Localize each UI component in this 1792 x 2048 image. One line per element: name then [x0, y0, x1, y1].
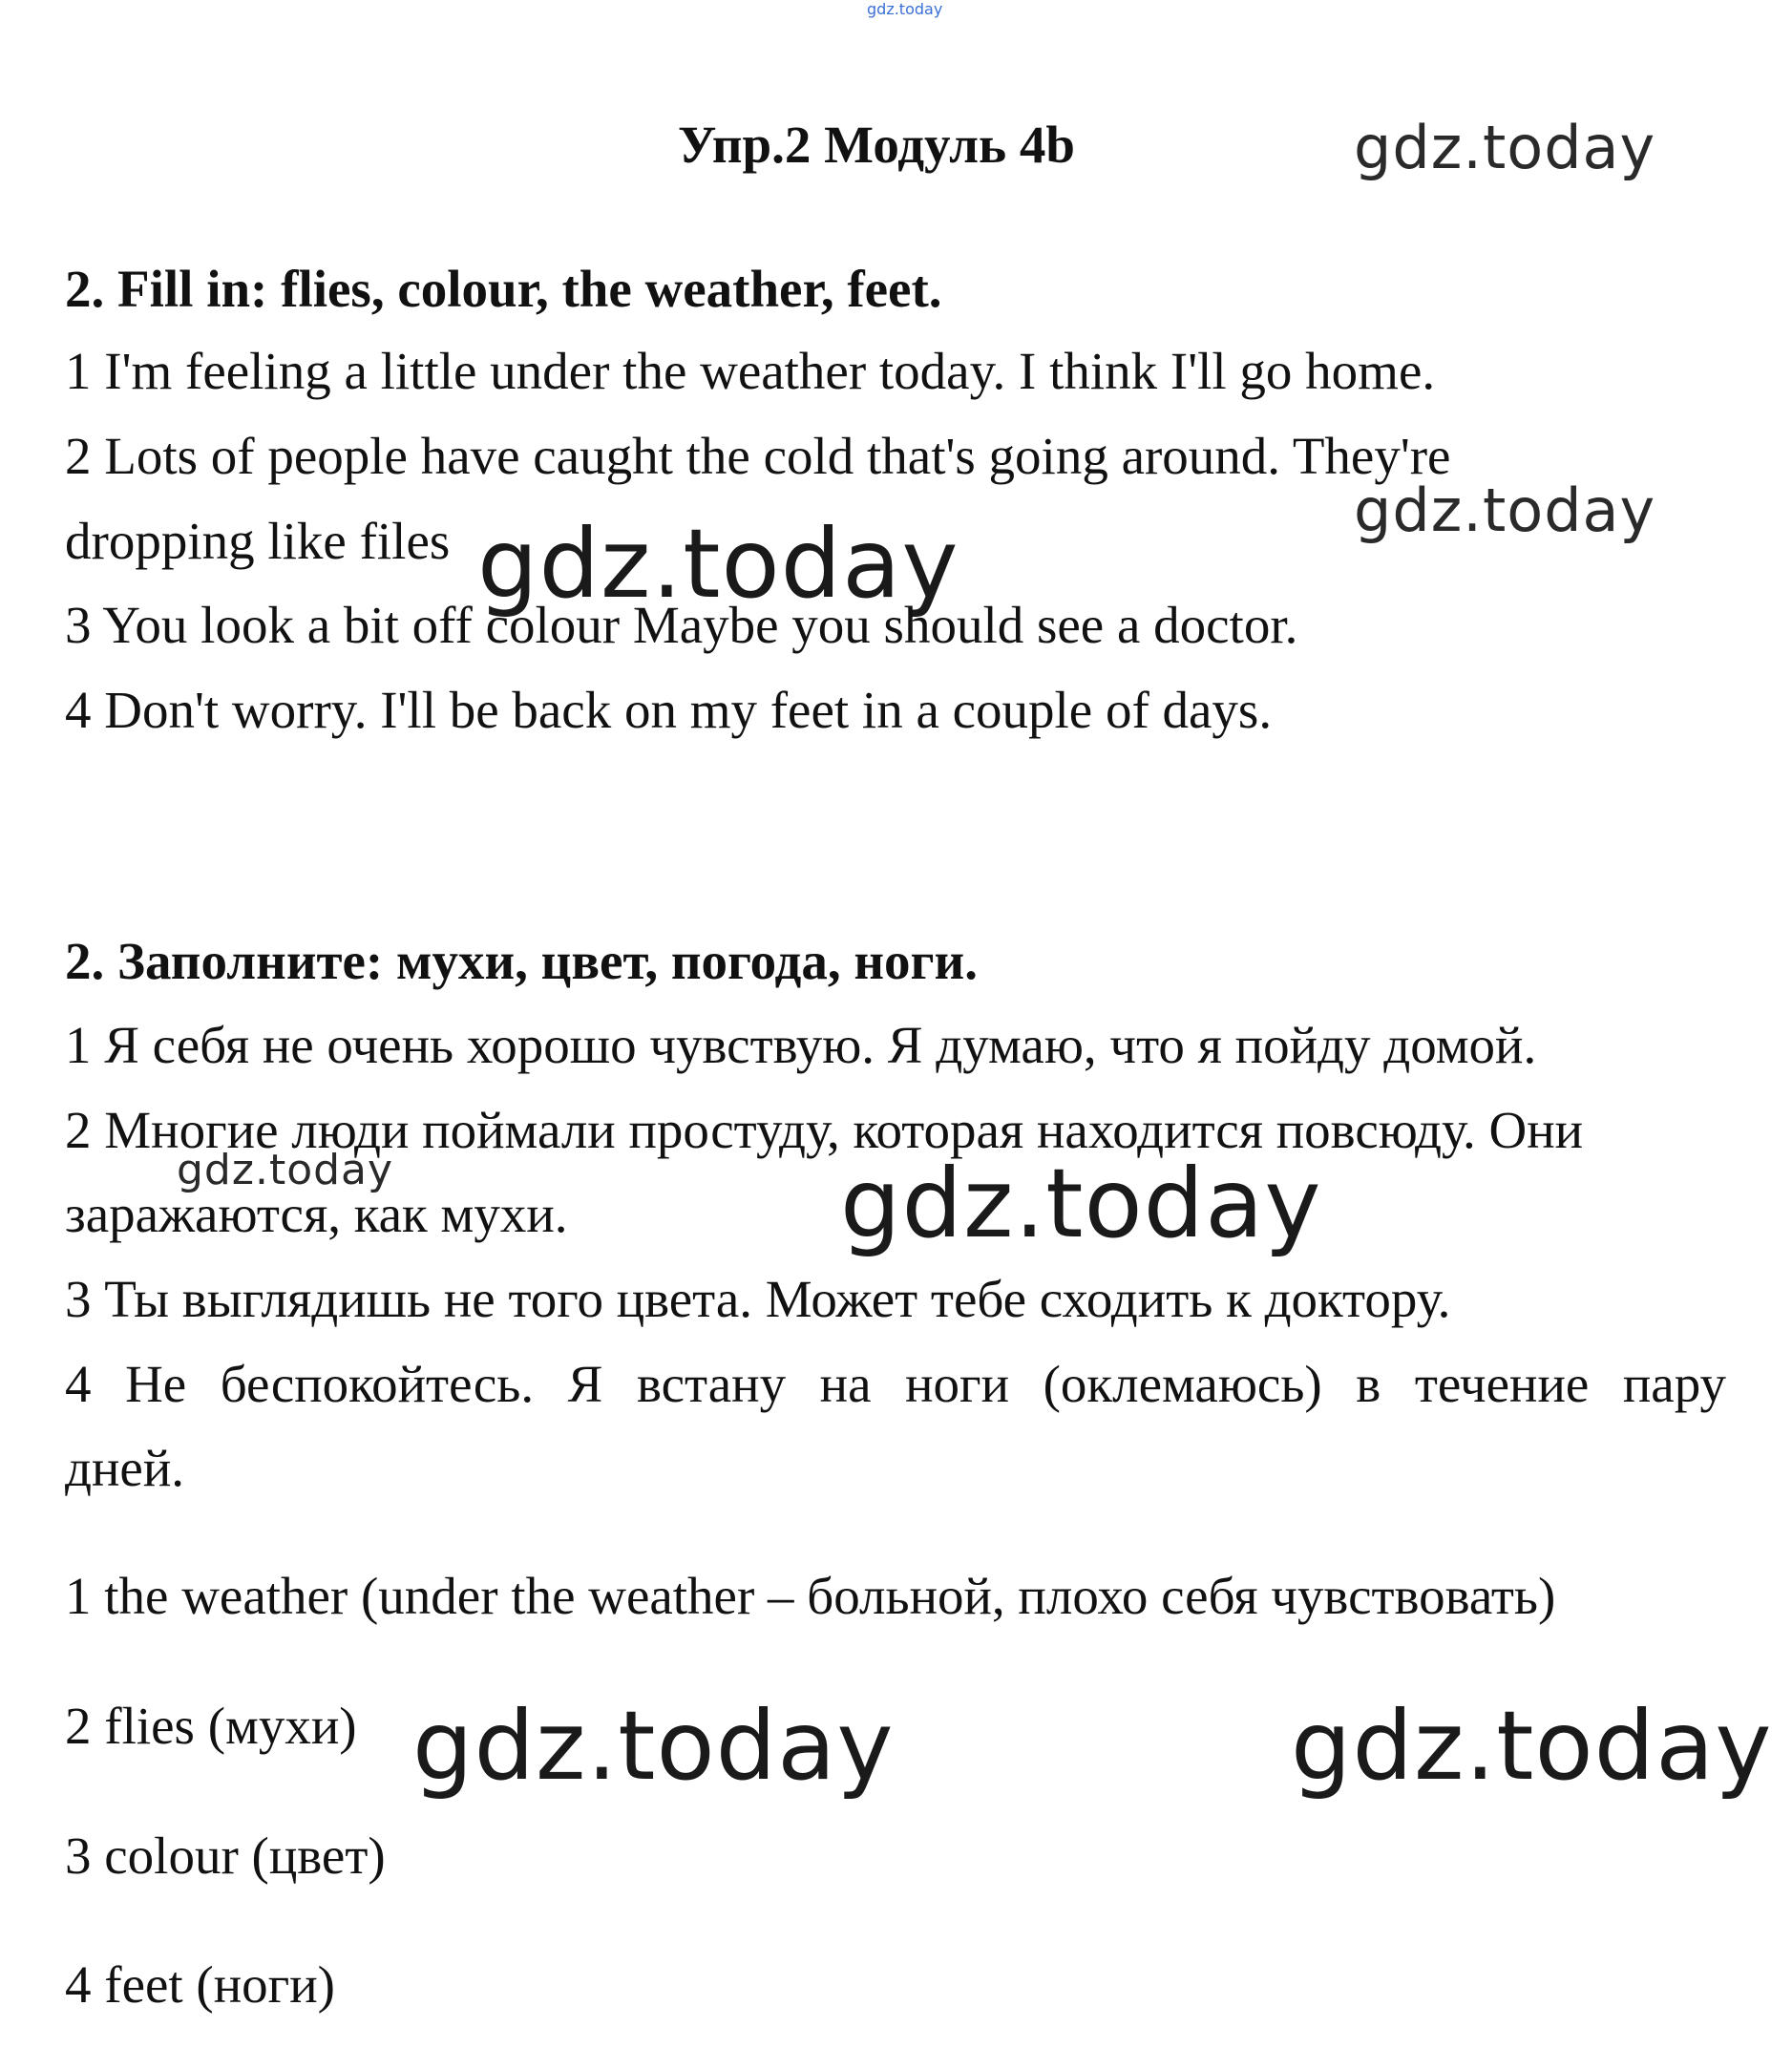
- english-line: 4 Don't worry. I'll be back on my feet in a couple of days.: [65, 681, 1273, 739]
- watermark-english-right: gdz.today: [1354, 475, 1656, 545]
- watermark-russian-large: gdz.today: [840, 1148, 1322, 1259]
- russian-line: заражаются, как мухи.: [65, 1185, 568, 1243]
- watermark-top: gdz.today: [867, 0, 943, 18]
- russian-line: 2 Многие люди поймали простуду, которая находится повсюду. Они: [65, 1101, 1584, 1159]
- watermark-answers-left: gdz.today: [412, 1690, 895, 1802]
- english-line: 3 You look a bit off colour Maybe you should see a doctor.: [65, 596, 1298, 654]
- english-line: dropping like files: [65, 512, 451, 570]
- answer-item: 4 feet (ноги): [65, 1955, 335, 2014]
- english-line: 1 I'm feeling a little under the weather today. I think I'll go home.: [65, 342, 1436, 400]
- watermark-russian-small: gdz.today: [177, 1146, 394, 1194]
- russian-line: 4 Не беспокойтесь. Я встану на ноги (оклемаюсь) в течение пару: [65, 1355, 1726, 1413]
- answer-item: 3 colour (цвет): [65, 1826, 386, 1885]
- answer-item: 2 flies (мухи): [65, 1697, 357, 1755]
- russian-line: 1 Я себя не очень хорошо чувствую. Я думаю, что я пойду домой.: [65, 1016, 1537, 1074]
- watermark-answers-right: gdz.today: [1291, 1690, 1773, 1802]
- watermark-english-inline: gdz.today: [477, 508, 959, 620]
- russian-heading: 2. Заполните: мухи, цвет, погода, ноги.: [65, 932, 978, 990]
- english-heading: 2. Fill in: flies, colour, the weather, feet.: [65, 260, 942, 318]
- page-title: Упр.2 Модуль 4b: [678, 116, 1075, 174]
- russian-line: 3 Ты выглядишь не того цвета. Может тебе сходить к доктору.: [65, 1270, 1451, 1328]
- answer-item: 1 the weather (under the weather – больной, плохо себя чувствовать): [65, 1567, 1556, 1625]
- watermark-title-right: gdz.today: [1354, 113, 1656, 182]
- russian-line: дней.: [65, 1439, 185, 1497]
- english-line: 2 Lots of people have caught the cold that's going around. They're: [65, 427, 1451, 485]
